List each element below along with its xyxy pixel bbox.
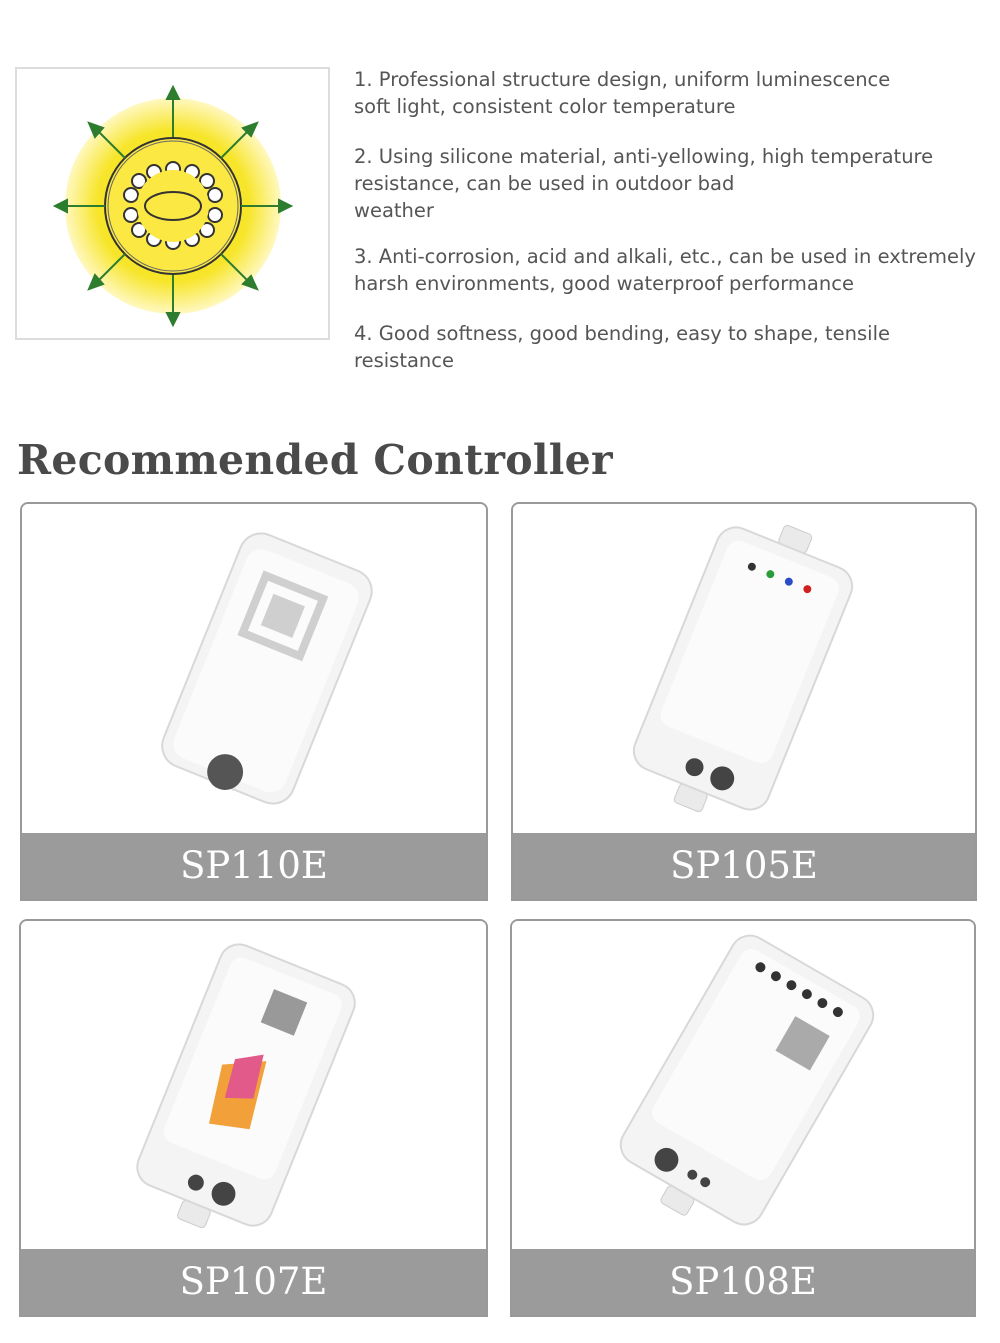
feature-item-3: 3. Anti-corrosion, acid and alkali, etc., can be used in extremely harsh environments, good waterproof performance [354, 245, 976, 295]
light-diffusion-icon [17, 69, 328, 338]
controller-card-sp108e[interactable] [510, 919, 976, 1317]
controller-label-sp107e: SP107E [21, 1246, 486, 1315]
controller-sp107e-image [21, 921, 486, 1249]
controller-label-sp110e: SP110E [22, 830, 486, 899]
controller-card-sp107e[interactable] [19, 919, 488, 1317]
controller-card-sp105e[interactable] [511, 502, 977, 901]
feature-item-1: 1. Professional structure design, uniform luminescence soft light, consistent color temperature [354, 68, 891, 118]
feature-item-2: 2. Using silicone material, anti-yellowing, high temperature resistance, can be used in outdoor bad weather [354, 145, 934, 222]
controller-card-sp110e[interactable] [20, 502, 488, 901]
controller-sp108e-image [512, 921, 974, 1249]
feature-item-4: 4. Good softness, good bending, easy to shape, tensile resistance [354, 322, 891, 372]
light-diffusion-diagram [15, 67, 330, 340]
controller-label-sp108e: SP108E [512, 1246, 974, 1315]
section-title: Recommended Controller [17, 436, 613, 484]
controller-sp110e-image [22, 504, 486, 833]
controller-sp105e-image [513, 504, 975, 833]
controller-label-sp105e: SP105E [513, 830, 975, 899]
